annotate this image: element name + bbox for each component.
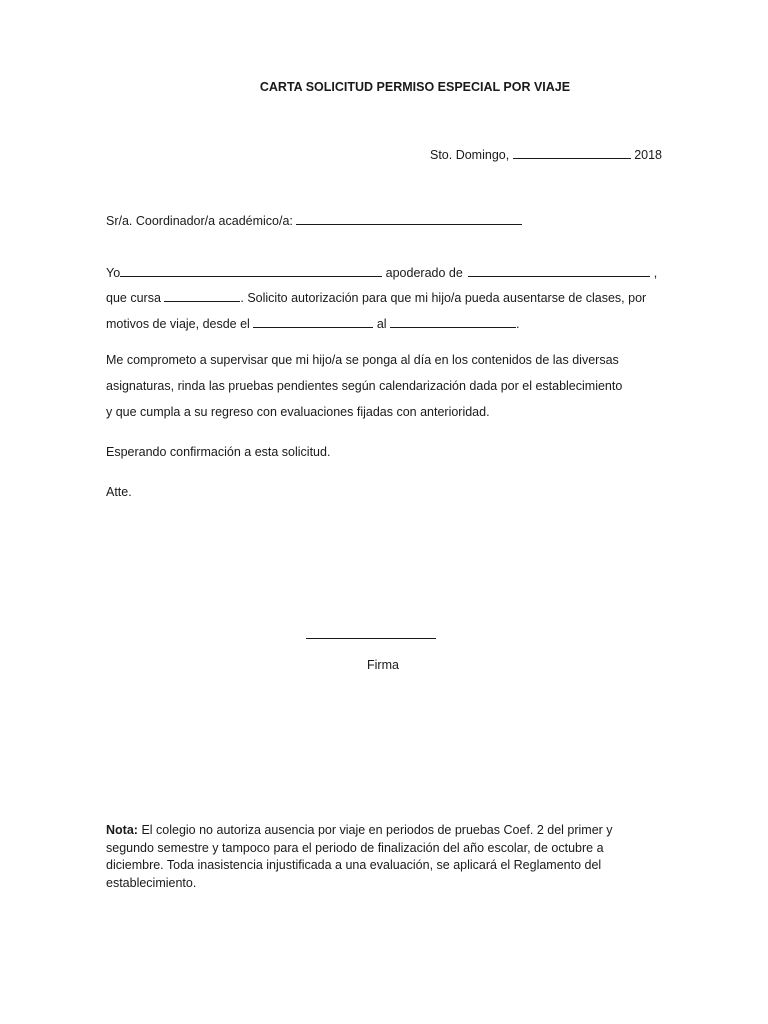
student-name-blank[interactable] — [468, 264, 650, 277]
para1-line3 — [106, 315, 520, 332]
para1-line1 — [106, 264, 657, 281]
para2-line3: y que cumpla a su regreso con evaluaciones fijadas con anterioridad. — [106, 405, 490, 419]
para2-line1: Me comprometo a supervisar que mi hijo/a se ponga al día en los contenidos de las diversas — [106, 353, 619, 367]
solicito-text: . Solicito autorización para que mi hijo/a pueda ausentarse de clases, por — [240, 291, 647, 305]
nota-block — [106, 822, 626, 892]
recipient-label: Sr/a. Coordinador/a académico/a: — [106, 214, 293, 228]
motivos-text: motivos de viaje, desde el — [106, 317, 250, 331]
para2-line2: asignaturas, rinda las pruebas pendientes según calendarización dada por el establecimiento — [106, 379, 623, 393]
comma-text: , — [653, 266, 658, 280]
course-blank[interactable] — [164, 289, 240, 302]
apoderado-label: apoderado de — [385, 266, 463, 280]
cursa-label: que cursa — [106, 291, 161, 305]
letter-title: CARTA SOLICITUD PERMISO ESPECIAL POR VIAJE — [259, 80, 571, 94]
nota-text: El colegio no autoriza ausencia por viaje en periodos de pruebas Coef. 2 del primer y segundo semestre y tampoco para el periodo de finalización del año escolar, de octubre a diciembre. Toda inasistencia injustificada a una evaluación, se aplicará el Reglamento del establecimiento. — [106, 823, 613, 890]
name-blank[interactable] — [120, 264, 382, 277]
yo-label: Yo — [106, 266, 121, 280]
atte-text: Atte. — [106, 485, 132, 499]
date-blank[interactable] — [513, 146, 631, 159]
recipient-line — [106, 212, 522, 229]
signature-line[interactable] — [306, 626, 436, 639]
date-to-blank[interactable] — [390, 315, 516, 328]
signature-label: Firma — [367, 658, 399, 672]
period-text: . — [516, 317, 520, 331]
date-year: 2018 — [634, 148, 662, 162]
date-line — [430, 146, 662, 163]
para1-line2 — [106, 289, 646, 306]
closing-text: Esperando confirmación a esta solicitud. — [106, 445, 331, 459]
recipient-blank[interactable] — [296, 212, 522, 225]
nota-label: Nota: — [106, 823, 138, 837]
al-text: al — [376, 317, 387, 331]
date-place: Sto. Domingo, — [430, 148, 510, 162]
date-from-blank[interactable] — [253, 315, 373, 328]
